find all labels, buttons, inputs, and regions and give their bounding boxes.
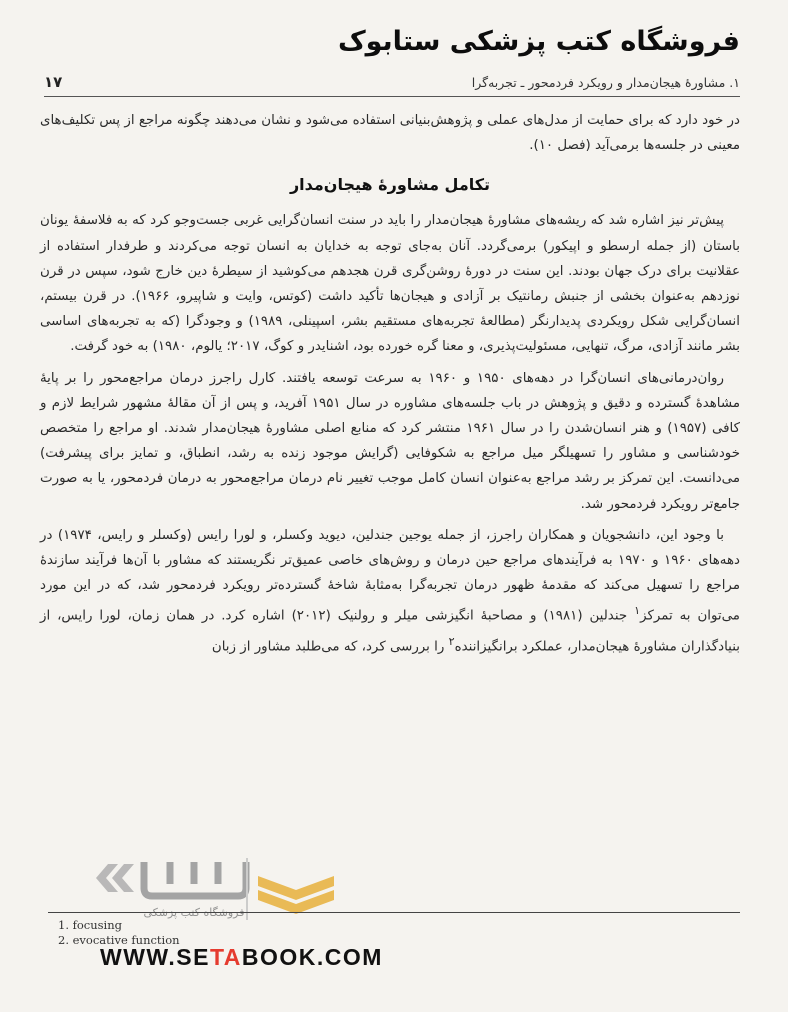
footnote-ref-2: ۲ [448,635,455,649]
paragraph-2: روان‌درمانی‌های انسان‌گرا در دهه‌های ۱۹۵۰ و ۱۹۶۰ به سرعت توسعه یافتند. کارل راجرز درمان مراجع‌محور را بر پایهٔ مشاهدهٔ گسترده و دقیق و پژوهش در باب جلسه‌های مشاوره در سال ۱۹۵۱ آفرید، و پس از آن مقالهٔ مشهور شرایط لازم و کافی (۱۹۵۷) و هنر انسان‌شدن را در سال ۱۹۶۱ منتشر کرد که منابع اصلی مشاورهٔ هیجان‌مدار شدند. او مراجع را متخصص خودشناسی و مشاور را تسهیلگر میل مراجع به شکوفایی (گرایش موجود زنده به رشد، انطباق، و تمایز برای پیشرفت) می‌دانست. این تمرکز بر رشد مراجع به‌عنوان انسان کامل موجب تغییر نام درمان مراجع‌محور به درمان فردمحور، یا به صورت جامع‌تر رویکرد فردمحور شد. [40,370,740,512]
watermark-url-prefix: WWW.SE [100,944,210,970]
footnote-rule [48,912,740,913]
watermark-url-accent: TA [209,944,242,970]
running-title: ۱. مشاورهٔ هیجان‌مدار و رویکرد فردمحور ـ تجربه‌گرا [471,75,740,90]
paragraph-3-lead: با وجود این، دانشجویان و همکاران راجرز، از جمله یوجین جندلین، دیوید وکسلر، و لورا رایس (وکسلر و رایس، ۱۹۷۴) در دهه‌های ۱۹۶۰ و ۱۹۷۰ به فرآیندهای مراجع حین درمان و روش‌های خاصی عمیق‌تر نگریستند که مشاور با آن‌ها فرآیند سازندهٔ مراجع را تسهیل می‌کند که مقدمهٔ ظهور درمان تجربه‌گرا به‌مثابهٔ شاخهٔ گسترده‌تر رویکرد فردمحور شد، که در این مورد می‌توان به تمرکز [40,527,740,624]
footnote-ref-1: ۱ [634,604,641,618]
running-header [44,74,740,97]
body-text [40,108,740,660]
paragraph-1: پیش‌تر نیز اشاره شد که ریشه‌های مشاورهٔ هیجان‌مدار را باید در سنت انسان‌گرایی غربی جست‌وجو کرد که به فلاسفهٔ یونان باستان (از جمله ارسطو و اپیکور) برمی‌گردد. آنان به‌جای توجه به خدایان به انسان توجه می‌کردند و طرفدار استفاده از عقلانیت برای درک جهان بودند. این سنت در دورهٔ روشن‌گری قرن هجدهم می‌کوشید از سیطرهٔ دین خارج شود، سپس در قرن نوزدهم به‌عنوان بخشی از جنبش رمانتیک بر آزادی و هیجان‌ها تأکید داشت (کوتس، وایت و شاپیرو، ۱۹۶۶). در قرن بیستم، انسان‌گرایی شکل رویکردی پدیدارنگر (مطالعهٔ تجربه‌های مستقیم بشر، اسپینلی، ۱۹۸۹) و وجودگرا (که به تجربه‌های اساسی بشر مانند آزادی، مرگ، تنهایی، مسئولیت‌پذیری، و معنا گره خورده بود، اشنایدر و کوگ، ۲۰۱۷؛ یالوم، ۱۹۸۰) به خود گرفت. [40,213,740,355]
section-heading: تکامل مشاورهٔ هیجان‌مدار [289,175,491,195]
watermark-url-suffix: BOOK.COM [241,944,383,970]
chevron-left-icon [112,864,134,892]
page-number: ۱۷ [44,73,63,91]
logo-divider [246,858,248,920]
intro-paragraph: در خود دارد که برای حمایت از مدل‌های عملی و پژوهش‌بنیانی استفاده می‌شود و نشان می‌دهند چگونه مراجع از پس تکلیف‌های معینی در جلسه‌ها برمی‌آید (فصل ۱۰). [40,113,740,154]
paragraph-3-mid: جندلین (۱۹۸۱) و مصاحبهٔ انگیزشی میلر و رولنیک (۲۰۱۲) اشاره کرد. در همان زمان، لورا رایس، از بنیادگذاران مشاورهٔ هیجان‌مدار، عملکرد برانگیزاننده [40,608,740,655]
footnote-1: 1. focusing [58,918,123,932]
footnote-2: 2. evocative function [58,933,180,947]
paragraph-3-tail: را بررسی کرد، که می‌طلبد مشاور از زبان [211,639,449,655]
store-title: فروشگاه کتب پزشکی ستابوک [337,26,740,57]
watermark-url [100,944,383,971]
logo-wordmark-strokes [170,862,218,884]
logo-caption: فروشگاه کتب پزشکی [143,906,245,919]
paragraph-3 [40,523,740,660]
